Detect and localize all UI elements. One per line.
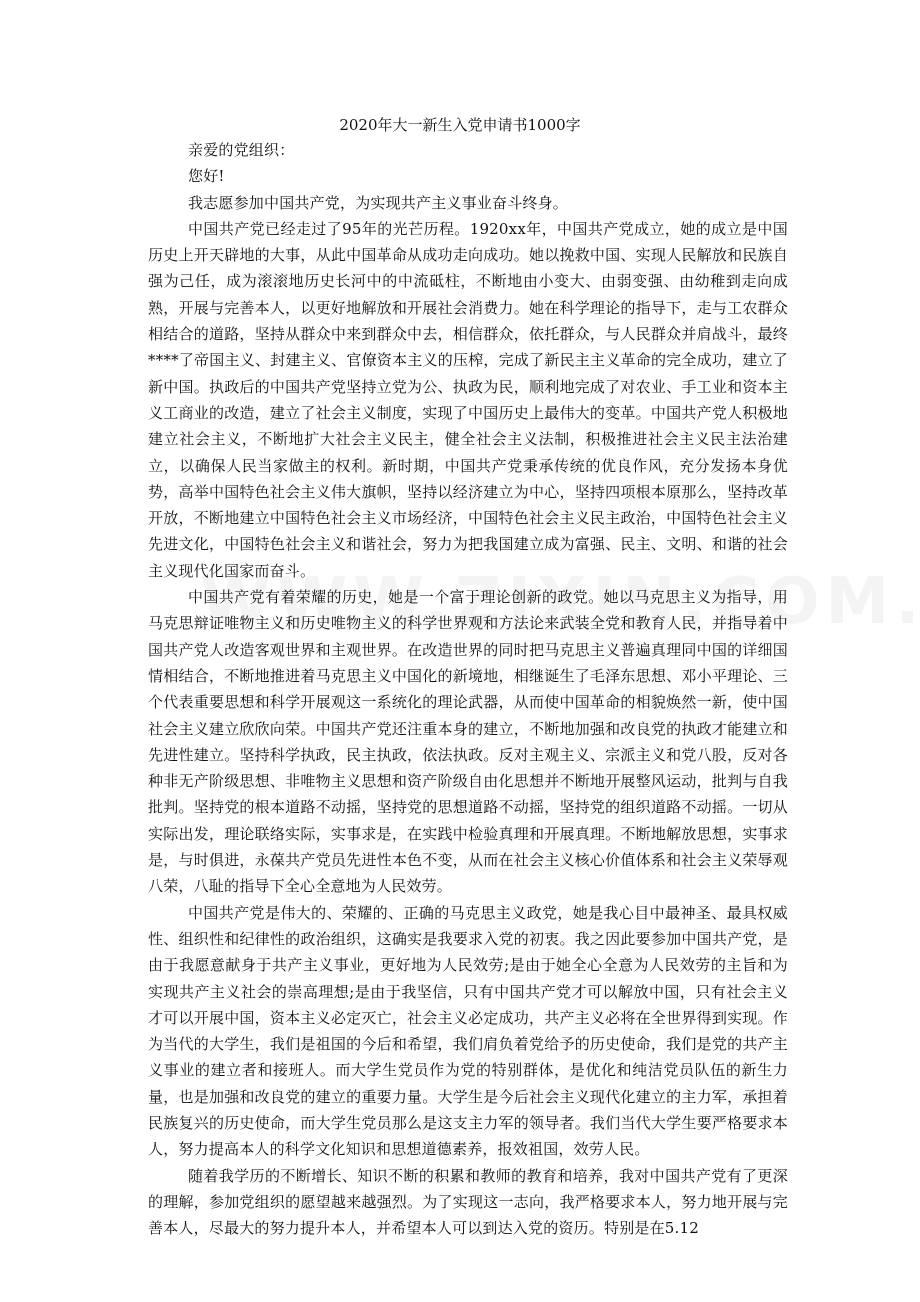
paragraph-2: 中国共产党已经走过了95年的光芒历程。1920xx年，中国共产党成立，她的成立是中国历史上开天辟地的大事，从此中国革命从成功走向成功。她以挽救中国、实现人民解放和民族自强为己任，成为滚滚地历史长河中的中流砥柱，不断地由小变大、由弱变强、由幼稚到走向成熟，开展与完善本人，以更好地解放和开展社会消费力。她在科学理论的指导下，走与工农群众相结合的道路，坚持从群众中来到群众中去，相信群众，依托群众，与人民群众并肩战斗，最终****了帝国主义、封建主义、官僚资本主义的压榨，完成了新民主主义革命的完全成功，建立了新中国。执政后的中国共产党坚持立党为公、执政为民，顺利地完成了对农业、手工业和资本主义工商业的改造，建立了社会主义制度，实现了中国历史上最伟大的变革。中国共产党人积极地建立社会主义，不断地扩大社会主义民主，健全社会主义法制，积极推进社会主义民主法治建立，以确保人民当家做主的权利。新时期，中国共产党秉承传统的优良作风，充分发扬本身优势，高举中国特色社会主义伟大旗帜，坚持以经济建立为中心，坚持四项根本原那么，坚持改革开放，不断地建立中国特色社会主义市场经济，中国特色社会主义民主政治，中国特色社会主义先进文化，中国特色社会主义和谐社会，努力为把我国建立成为富强、民主、文明、和谐的社会主义现代化国家而奋斗。 (148, 219, 788, 580)
document-title: 2020年大一新生入党申请书1000字 (339, 116, 581, 134)
paragraph-3: 中国共产党有着荣耀的历史，她是一个富于理论创新的政党。她以马克思主义为指导，用马克思辩证唯物主义和历史唯物主义的科学世界观和方法论来武装全党和教育人民，并指导着中国共产党人改造客观世界和主观世界。在改造世界的同时把马克思主义普遍真理同中国的详细国情相结合，不断地推进着马克思主义中国化的新境地，相继诞生了毛泽东思想、邓小平理论、三个代表重要思想和科学开展观这一系统化的理论武器，从而使中国革命的相貌焕然一新，使中国社会主义建立欣欣向荣。中国共产党还注重本身的建立，不断地加强和改良党的执政才能建立和先进性建立。坚持科学执政，民主执政，依法执政。反对主观主义、宗派主义和党八股，反对各种非无产阶级思想、非唯物主义思想和资产阶级自由化思想并不断地开展整风运动，批判与自我批判。坚持党的根本道路不动摇，坚持党的思想道路不动摇，坚持党的组织道路不动摇。一切从实际出发，理论联络实际，实事求是，在实践中检验真理和开展真理。不断地解放思想，实事求是，与时俱进，永葆共产党员先进性本色不变，从而在社会主义核心价值体系和社会主义荣辱观八荣，八耻的指导下全心全意地为人民效劳。 (148, 588, 788, 896)
greeting: 您好! (188, 167, 225, 186)
salutation: 亲爱的党组织： (188, 141, 295, 159)
paragraph-5: 随着我学历的不断增长、知识不断的积累和教师的教育和培养，我对中国共产党有了更深的理解，参加党组织的愿望越来越强烈。为了实现这一志向，我严格要求本人，努力地开展与完善本人，尽最大的努力提升本人，并希望本人可以到达入党的资历。特别是在5.12 (148, 1166, 788, 1238)
paragraph-1: 我志愿参加中国共产党，为实现共产主义事业奋斗终身。 (188, 193, 569, 212)
document-body (148, 137, 788, 1241)
paragraph-4: 中国共产党是伟大的、荣耀的、正确的马克思主义政党，她是我心目中最神圣、最具权威性、组织性和纪律性的政治组织，这确实是我要求入党的初衷。我之因此要参加中国共产党，是由于我愿意献身于共产主义事业，更好地为人民效劳;是由于她全心全意为人民效劳的主旨和为实现共产主义社会的崇高理想;是由于我坚信，只有中国共产党才可以解放中国，只有社会主义才可以开展中国，资本主义必定灭亡，社会主义必定成功，共产主义必将在全世界得到实现。作为当代的大学生，我们是祖国的今后和希望，我们肩负着党给予的历史使命，我们是党的共产主义事业的建立者和接班人。而大学生党员作为党的特别群体，是优化和纯洁党员队伍的新生力量，也是加强和改良党的建立的重要力量。大学生是今后社会主义现代化建立的主力军，承担着民族复兴的历史使命，而大学生党员那么是这支主力军的领导者。我们当代大学生要严格要求本人，努力提高本人的科学文化知识和思想道德素养，报效祖国，效劳人民。 (148, 903, 788, 1159)
